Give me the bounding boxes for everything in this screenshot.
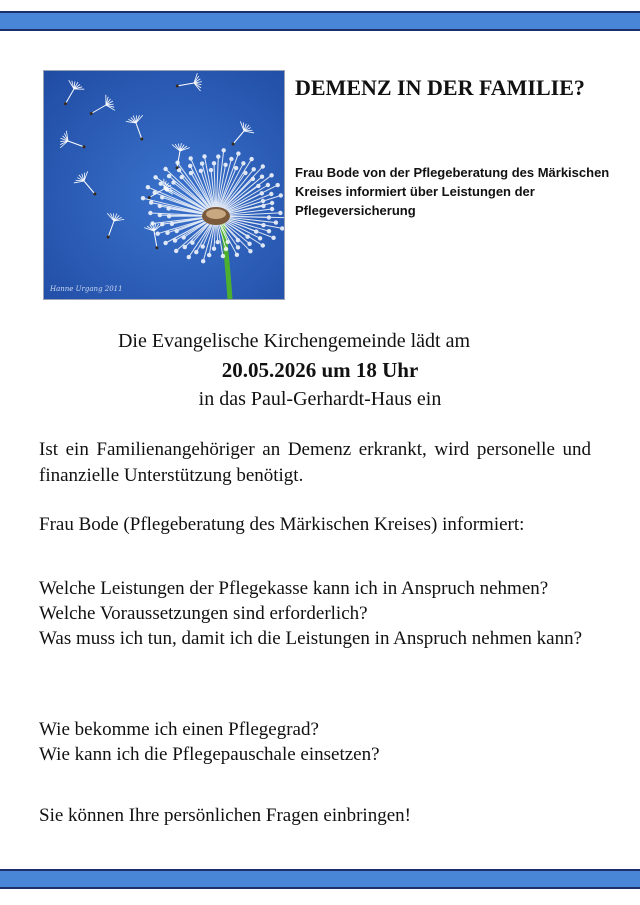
- speaker-paragraph: Frau Bode (Pflegeberatung des Märkischen Kreises) informiert:: [39, 514, 525, 535]
- closing-line: Sie können Ihre persönlichen Fragen einbringen!: [39, 805, 411, 826]
- invitation-block: [0, 327, 640, 414]
- question-item: Welche Voraussetzungen sind erforderlich?: [39, 603, 368, 624]
- painting-signature: Hanne Urgang 2011: [50, 285, 123, 293]
- question-list-1: [39, 576, 591, 651]
- question-item: Wie kann ich die Pflegepauschale einsetzen?: [39, 744, 380, 765]
- invite-location: in das Paul-Gerhardt-Haus ein: [198, 388, 442, 410]
- dandelion-painting-svg: [44, 71, 284, 299]
- invite-line-1: Die Evangelische Kirchengemeinde lädt am: [117, 330, 471, 352]
- flyer-title: DEMENZ IN DER FAMILIE?: [295, 75, 585, 100]
- question-item: Welche Leistungen der Pflegekasse kann ich in Anspruch nehmen?: [39, 578, 549, 599]
- event-date: 20.05.2026 um 18 Uhr: [221, 358, 419, 382]
- intro-paragraph: Ist ein Familienangehöriger an Demenz erkrankt, wird personelle und finanzielle Unterstützung benötigt.: [39, 439, 591, 486]
- flyer-subtitle: Frau Bode von der Pflegeberatung des Märkischen Kreises informiert über Leistungen der Pflegeversicherung: [295, 165, 610, 218]
- top-decorative-bar: [0, 11, 640, 31]
- bottom-decorative-bar: [0, 869, 640, 889]
- question-list-2: [39, 717, 591, 767]
- question-item: Was muss ich tun, damit ich die Leistungen in Anspruch nehmen kann?: [39, 628, 583, 649]
- question-item: Wie bekomme ich einen Pflegegrad?: [39, 719, 319, 740]
- dandelion-image: [44, 71, 284, 299]
